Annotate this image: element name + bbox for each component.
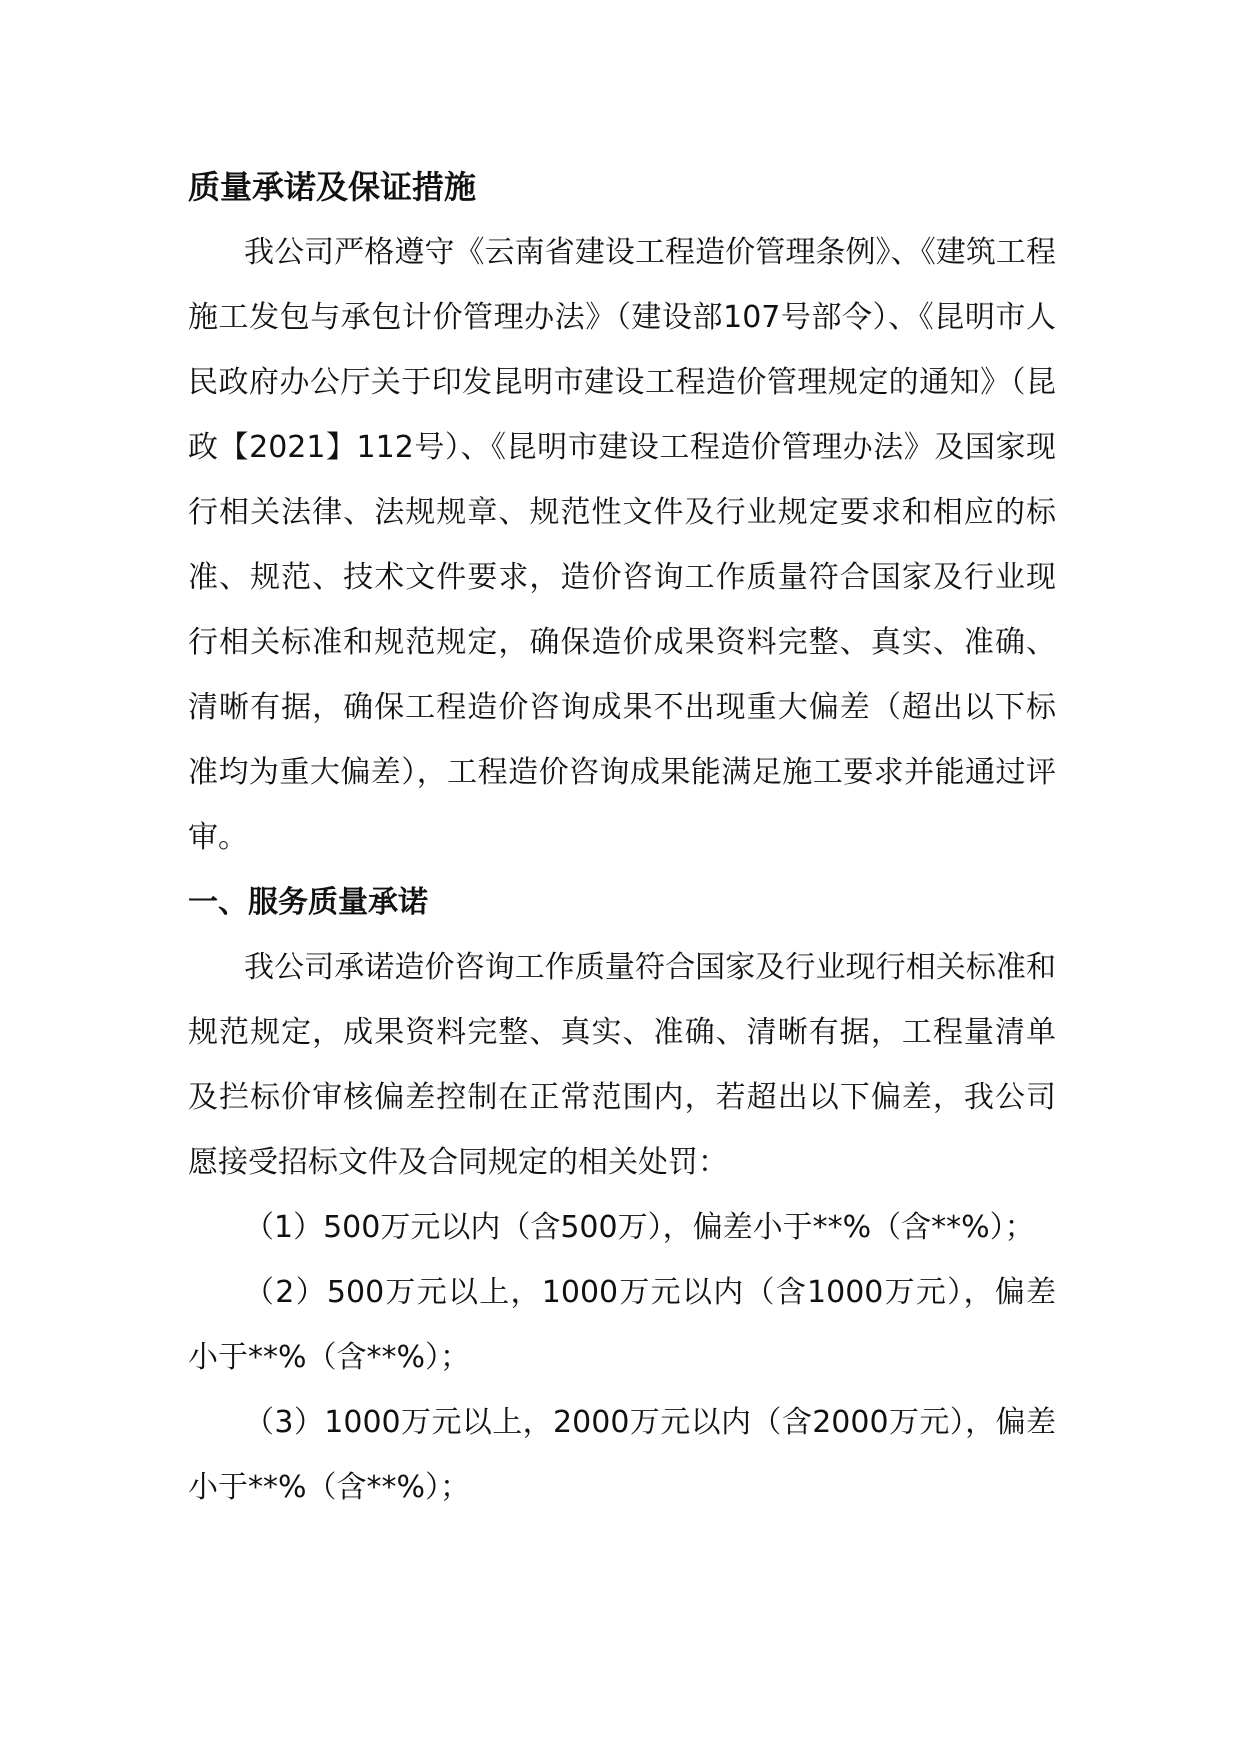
section-heading-service-quality: 一、服务质量承诺 — [188, 885, 428, 920]
list-item: （3）1000万元以上，2000万元以内（含2000万元），偏差小于**%（含**%）； — [188, 1405, 1056, 1505]
list-item: （2）500万元以上，1000万元以内（含1000万元），偏差小于**%（含**%）； — [188, 1275, 1056, 1375]
document-body — [188, 155, 1056, 1520]
list-item: （1）500万元以内（含500万），偏差小于**%（含**%）； — [244, 1210, 1035, 1245]
section-paragraph: 我公司承诺造价咨询工作质量符合国家及行业现行相关标准和规范规定，成果资料完整、真实、准确、清晰有据，工程量清单及拦标价审核偏差控制在正常范围内，若超出以下偏差，我公司愿接受招标文件及合同规定的相关处罚： — [188, 950, 1056, 1180]
intro-paragraph: 我公司严格遵守《云南省建设工程造价管理条例》、《建筑工程施工发包与承包计价管理办法》（建设部107号部令）、《昆明市人民政府办公厅关于印发昆明市建设工程造价管理规定的通知》（昆政【2021】112号）、《昆明市建设工程造价管理办法》及国家现行相关法律、法规规章、规范性文件及行业规定要求和相应的标准、规范、技术文件要求，造价咨询工作质量符合国家及行业现行相关标准和规范规定，确保造价成果资料完整、真实、准确、清晰有据，确保工程造价咨询成果不出现重大偏差（超出以下标准均为重大偏差），工程造价咨询成果能满足施工要求并能通过评审。 — [188, 235, 1056, 855]
document-title: 质量承诺及保证措施 — [188, 168, 477, 206]
